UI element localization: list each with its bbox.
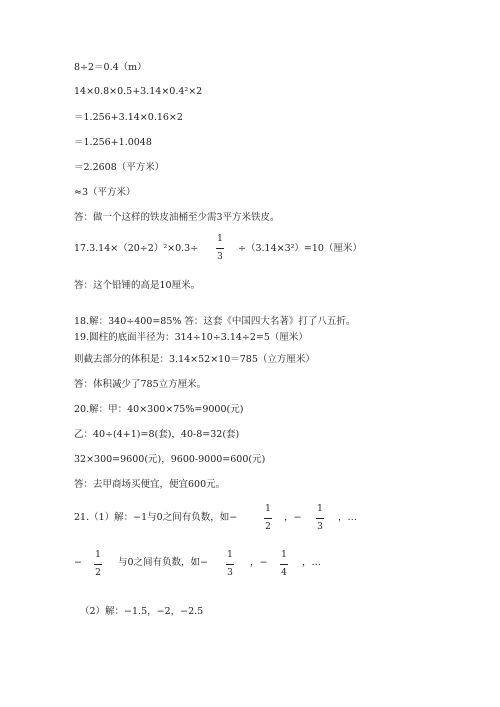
fraction-denominator: 2 xyxy=(95,568,101,578)
q21-fraction-2 xyxy=(316,504,324,533)
calc-line-3: ＝1.256+3.14×0.16×2 xyxy=(74,112,183,123)
answer-line-20: 答：去甲商场买便宜，便宜600元。 xyxy=(74,479,226,490)
q21-part-e: 与0之间有负数，如− xyxy=(118,557,209,568)
q21-part-c: ，… xyxy=(338,512,358,523)
fraction-bar xyxy=(216,248,224,249)
q21-fraction-1 xyxy=(264,504,272,533)
calc-line-6: ≈3（平方米） xyxy=(74,187,136,198)
fraction-denominator: 3 xyxy=(227,568,233,578)
q17-fraction xyxy=(216,234,224,263)
q21-part-g: ，… xyxy=(302,557,322,568)
q17-part-b: ÷（3.14×3²）=10（厘米） xyxy=(238,243,362,254)
q21-part-d: − xyxy=(74,557,82,568)
fraction-numerator: 1 xyxy=(217,234,223,244)
fraction-bar xyxy=(264,518,272,519)
calc-line-4: ＝1.256+1.0048 xyxy=(74,137,152,148)
fraction-denominator: 3 xyxy=(217,252,223,262)
q21-fraction-4 xyxy=(226,550,234,579)
fraction-bar xyxy=(226,564,234,565)
fraction-numerator: 1 xyxy=(227,550,233,560)
fraction-bar xyxy=(316,518,324,519)
q17-part-a: 17.3.14×（20÷2）²×0.3÷ xyxy=(74,243,199,254)
q21-part-b: ，− xyxy=(284,512,302,523)
fraction-numerator: 1 xyxy=(95,550,101,560)
q20-line: 20.解：甲：40×300×75%=9000(元) xyxy=(74,404,244,415)
q21-fraction-3 xyxy=(94,550,102,579)
answer-line-19: 答：体积减少了785立方厘米。 xyxy=(74,379,207,390)
q19-volume-line: 则截去部分的体积是：3.14×52×10＝785（立方厘米） xyxy=(74,354,315,365)
fraction-numerator: 1 xyxy=(265,504,271,514)
q19-line: 19.圆柱的底面半径为：314÷10÷3.14÷2=5（厘米） xyxy=(74,332,308,343)
answer-line-17: 答：这个铅锤的高是10厘米。 xyxy=(74,280,201,291)
q18-line: 18.解：340÷400=85% 答：这套《中国四大名著》打了八五折。 xyxy=(74,316,356,327)
calc-line-2: 14×0.8×0.5+3.14×0.4²×2 xyxy=(74,86,203,97)
calc-line-1: 8÷2＝0.4（m） xyxy=(74,62,147,73)
fraction-denominator: 3 xyxy=(317,522,323,532)
q21-part-2-line: （2）解：−1.5，−2，−2.5 xyxy=(80,606,204,617)
q20-line-3: 32×300=9600(元)，9600-9000=600(元) xyxy=(74,454,266,465)
fraction-numerator: 1 xyxy=(281,550,287,560)
fraction-bar xyxy=(280,564,288,565)
fraction-bar xyxy=(94,564,102,565)
answer-line-16: 答：做一个这样的铁皮油桶至少需3平方米铁皮。 xyxy=(74,212,280,223)
fraction-numerator: 1 xyxy=(317,504,323,514)
q21-part-a: 21.（1）解：−1与0之间有负数，如− xyxy=(74,512,238,523)
fraction-denominator: 2 xyxy=(265,522,271,532)
fraction-denominator: 4 xyxy=(281,568,287,578)
q20-line-2: 乙：40÷(4+1)=8(套)，40-8=32(套) xyxy=(74,429,240,440)
q21-fraction-5 xyxy=(280,550,288,579)
q21-part-f: ，− xyxy=(250,557,268,568)
calc-line-5: ＝2.2608（平方米） xyxy=(74,162,165,173)
